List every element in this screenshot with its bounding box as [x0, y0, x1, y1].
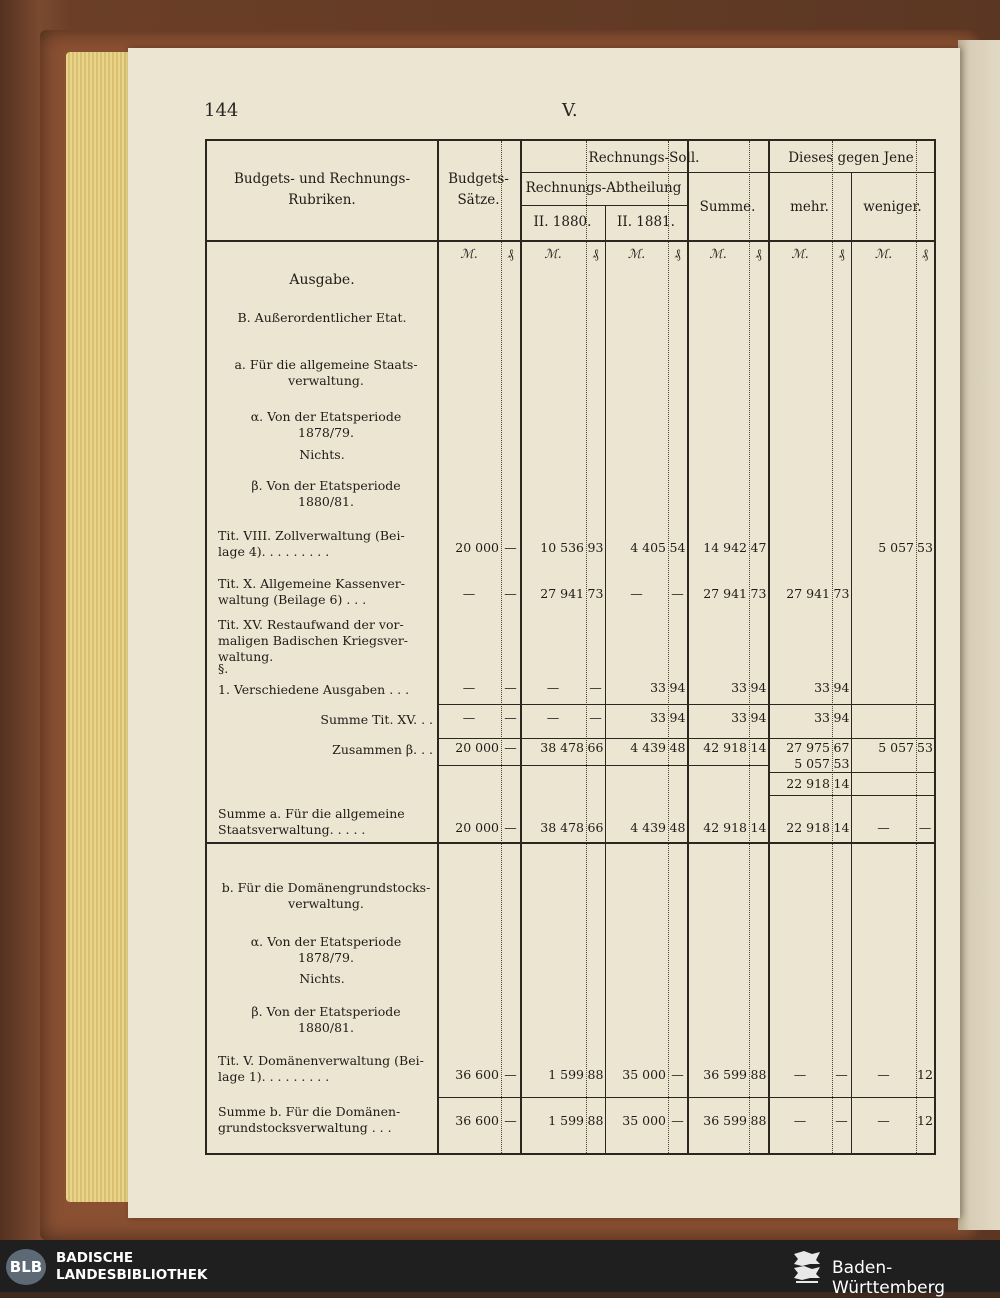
header-budget: Budgets- Sätze.: [448, 171, 509, 208]
cell-summe_a-budget-pf: —: [504, 820, 517, 835]
cell-p1-sum-pf: 94: [750, 680, 767, 695]
cell-summe_b-budget: 36 600: [455, 1113, 499, 1128]
cell-tit10-budget-pf: —: [504, 586, 517, 601]
cell-summe_a-a1881-pf: 48: [669, 820, 686, 835]
cell-zusammen-a1880: 38 478: [540, 740, 584, 755]
cell-summe_a-budget: 20 000: [455, 820, 499, 835]
column-line-11: [851, 172, 852, 1153]
cell-summe15-mehr: 33: [814, 710, 830, 725]
cell-tit10-sum: 27 941: [703, 586, 747, 601]
column-line-2: [501, 141, 502, 1153]
header-dieses: Dieses gegen Jene: [788, 150, 914, 166]
column-line-4: [586, 141, 587, 1153]
blb-logo[interactable]: BLB: [6, 1249, 46, 1285]
column-line-1: [437, 141, 439, 1153]
cell-summe_a-a1880-pf: 66: [587, 820, 604, 835]
cell-summe_a-weniger-pf: —: [918, 820, 932, 835]
cell-tit8-a1881-pf: 54: [669, 540, 686, 555]
cell-tit5-a1881-pf: —: [671, 1067, 684, 1082]
bw-name[interactable]: Baden-Württemberg: [832, 1258, 946, 1298]
cell-tit10-a1880: 27 941: [540, 586, 584, 601]
label-summe-a: Summe a. Für die allgemeine Staatsverwaltung. . . . .: [218, 806, 405, 837]
cell-p1-budget-pf: —: [504, 680, 517, 695]
label-summe15: Summe Tit. XV. . .: [320, 712, 433, 727]
unit-pf-6: ₰: [921, 246, 929, 261]
label-tit5: Tit. V. Domänenverwaltung (Bei- lage 1). . . . . . . . .: [218, 1053, 424, 1084]
column-line-9: [768, 141, 770, 1153]
cell-tit5-a1880: 1 599: [548, 1067, 584, 1082]
cell-p1-mehr: 33: [814, 680, 830, 695]
cell-summe_a-sum-pf: 14: [750, 820, 767, 835]
label-etat: B. Außerordentlicher Etat.: [237, 310, 407, 325]
cell-zusammen-mehr2-pf: 53: [833, 756, 850, 771]
row-line-1: [520, 172, 768, 173]
cell-tit8-a1880: 10 536: [540, 540, 584, 555]
cell-tit5-a1881: 35 000: [622, 1067, 666, 1082]
cell-summe_a-mehr-pf: 14: [833, 820, 850, 835]
cell-tit10-sum-pf: 73: [750, 586, 767, 601]
unit-pf-3: ₰: [674, 246, 681, 261]
cell-p1-a1880-pf: —: [589, 680, 602, 695]
blb-name[interactable]: BADISCHE LANDESBIBLIOTHEK: [56, 1250, 208, 1283]
column-line-5: [605, 205, 606, 1153]
cell-summe_b-sum-pf: 88: [750, 1113, 767, 1128]
cell-summe_b-budget-pf: —: [504, 1113, 517, 1128]
cell-summe15-a1880: —: [546, 710, 560, 725]
cell-tit8-budget: 20 000: [455, 540, 499, 555]
column-line-12: [916, 141, 917, 1153]
cell-summe_a-weniger: —: [877, 820, 890, 835]
label-alpha2: α. Von der Etatsperiode 1878/79.: [250, 934, 402, 965]
cell-tit5-sum: 36 599: [703, 1067, 747, 1082]
cell-zusammen-budget-pf: —: [504, 740, 517, 755]
label-nichts2: Nichts.: [299, 971, 345, 986]
cell-zusammen-weniger-pf: 53: [917, 740, 933, 755]
label-a: a. Für die allgemeine Staats- verwaltung.: [234, 357, 418, 388]
cell-tit5-a1880-pf: 88: [587, 1067, 604, 1082]
cell-zusammen-mehr: 27 975: [786, 740, 830, 755]
cell-tit10-a1880-pf: 73: [587, 586, 604, 601]
cell-summe_b-weniger-pf: 12: [917, 1113, 933, 1128]
cell-p1-a1881: 33: [650, 680, 666, 695]
column-line-10: [832, 141, 833, 1153]
cell-summe15-budget: —: [462, 710, 476, 725]
cell-tit8-a1880-pf: 93: [587, 540, 604, 555]
cell-summe15-budget-pf: —: [504, 710, 517, 725]
cell-zusammen-sum-pf: 14: [750, 740, 767, 755]
row-line-4: [207, 240, 934, 242]
cell-zusammen-budget: 20 000: [455, 740, 499, 755]
cell-tit8-weniger: 5 057: [878, 540, 914, 555]
cell-summe15-a1881: 33: [650, 710, 666, 725]
header-weniger: weniger.: [863, 199, 922, 215]
cell-tit10-a1881-pf: —: [671, 586, 684, 601]
cell-summe_b-a1881-pf: —: [671, 1113, 684, 1128]
unit-mark-5: ℳ.: [791, 246, 809, 261]
cell-zusammen-a1880-pf: 66: [587, 740, 604, 755]
label-p1: 1. Verschiedene Ausgaben . . .: [218, 682, 410, 697]
page-number: 144: [204, 100, 239, 121]
row-line-2: [520, 205, 687, 206]
cell-tit8-a1881: 4 405: [630, 540, 666, 555]
cell-tit5-sum-pf: 88: [750, 1067, 767, 1082]
label-ausgabe: Ausgabe.: [289, 272, 355, 288]
cell-summe_a-sum: 42 918: [703, 820, 747, 835]
bw-coat-of-arms-icon[interactable]: [790, 1248, 824, 1286]
cell-summe15-sum-pf: 94: [750, 710, 767, 725]
label-para: §.: [218, 661, 229, 676]
unit-mark-4: ℳ.: [709, 246, 727, 261]
cell-tit5-budget-pf: —: [504, 1067, 517, 1082]
cell-summe_b-a1880-pf: 88: [587, 1113, 604, 1128]
page-edges: [66, 52, 132, 1202]
cell-zusammen-sum: 42 918: [703, 740, 747, 755]
header-mehr: mehr.: [790, 199, 829, 215]
cell-tit8-weniger-pf: 53: [917, 540, 933, 555]
label-nichts1: Nichts.: [299, 447, 345, 462]
header-1880: II. 1880.: [533, 214, 592, 230]
cell-zusammen-mehr3: 22 918: [786, 776, 830, 791]
header-abtheilung: Rechnungs-Abtheilung: [525, 180, 682, 196]
cell-tit5-mehr-pf: —: [835, 1067, 848, 1082]
label-beta1: β. Von der Etatsperiode 1880/81.: [251, 478, 401, 509]
cell-tit5-weniger: —: [877, 1067, 890, 1082]
cell-p1-sum: 33: [731, 680, 747, 695]
row-line-8: [768, 772, 934, 773]
cell-summe_b-mehr: —: [793, 1113, 807, 1128]
row-line-5: [437, 704, 934, 705]
cell-zusammen-mehr-pf: 67: [833, 740, 850, 755]
row-line-9: [768, 795, 934, 796]
cell-summe15-a1881-pf: 94: [669, 710, 686, 725]
cell-tit8-budget-pf: —: [504, 540, 517, 555]
cell-zusammen-mehr3-pf: 14: [833, 776, 850, 791]
cell-tit8-sum: 14 942: [703, 540, 747, 555]
cell-tit10-budget: —: [462, 586, 476, 601]
cell-p1-budget: —: [462, 680, 476, 695]
column-line-6: [668, 141, 669, 1153]
column-line-7: [687, 141, 689, 1153]
cell-zusammen-mehr2: 5 057: [794, 756, 830, 771]
label-tit10: Tit. X. Allgemeine Kassenver- waltung (Beilage 6) . . .: [218, 576, 405, 607]
cell-tit5-budget: 36 600: [455, 1067, 499, 1082]
unit-pf-4: ₰: [755, 246, 762, 261]
cell-p1-a1880: —: [546, 680, 560, 695]
row-line-7: [437, 765, 768, 766]
unit-mark-3: ℳ.: [627, 246, 646, 261]
label-beta2: β. Von der Etatsperiode 1880/81.: [251, 1004, 401, 1035]
label-zusammen: Zusammen β. . .: [332, 742, 433, 757]
cell-summe_b-weniger: —: [877, 1113, 890, 1128]
cell-summe_b-a1880: 1 599: [548, 1113, 584, 1128]
cell-zusammen-a1881: 4 439: [630, 740, 666, 755]
row-line-10: [207, 842, 934, 844]
facing-page-edge: [958, 40, 1000, 1230]
cell-tit10-a1881: —: [630, 586, 643, 601]
cell-summe15-sum: 33: [731, 710, 747, 725]
cell-summe15-mehr-pf: 94: [833, 710, 850, 725]
cell-summe15-a1880-pf: —: [589, 710, 602, 725]
chapter-number: V.: [562, 100, 578, 121]
cell-tit5-weniger-pf: 12: [917, 1067, 933, 1082]
unit-mark-1: ℳ.: [460, 246, 478, 261]
cell-p1-mehr-pf: 94: [833, 680, 850, 695]
label-alpha1: α. Von der Etatsperiode 1878/79.: [250, 409, 402, 440]
label-b: b. Für die Domänengrundstocks- verwaltung.: [221, 880, 431, 911]
cell-summe_a-a1880: 38 478: [540, 820, 584, 835]
cell-tit10-mehr-pf: 73: [833, 586, 850, 601]
row-line-6: [437, 738, 934, 739]
unit-pf-2: ₰: [592, 246, 599, 261]
cell-p1-a1881-pf: 94: [669, 680, 686, 695]
label-tit8: Tit. VIII. Zollverwaltung (Bei- lage 4). . . . . . . . .: [218, 528, 405, 559]
row-line-3: [768, 172, 934, 173]
column-line-8: [749, 141, 750, 1153]
label-tit15: Tit. XV. Restaufwand der vor- maligen Badischen Kriegsver- waltung.: [218, 617, 409, 664]
header-1881: II. 1881.: [617, 214, 675, 230]
cell-summe_a-a1881: 4 439: [630, 820, 666, 835]
cell-zusammen-a1881-pf: 48: [669, 740, 686, 755]
cell-summe_a-mehr: 22 918: [786, 820, 830, 835]
label-summe-b: Summe b. Für die Domänen- grundstocksverwaltung . . .: [218, 1104, 401, 1135]
cell-tit5-mehr: —: [793, 1067, 807, 1082]
unit-mark-6: ℳ.: [874, 246, 893, 261]
cell-tit10-mehr: 27 941: [786, 586, 830, 601]
header-summe: Summe.: [699, 199, 756, 215]
cell-zusammen-weniger: 5 057: [878, 740, 914, 755]
cell-summe_b-mehr-pf: —: [835, 1113, 848, 1128]
cell-summe_b-sum: 36 599: [703, 1113, 747, 1128]
header-soll: Rechnungs-Soll.: [588, 150, 700, 166]
cell-summe_b-a1881: 35 000: [622, 1113, 666, 1128]
cell-tit8-sum-pf: 47: [750, 540, 767, 555]
unit-mark-2: ℳ.: [544, 246, 562, 261]
unit-pf-1: ₰: [507, 246, 514, 261]
header-rubriken: Budgets- und Rechnungs- Rubriken.: [233, 171, 411, 208]
row-line-11: [437, 1097, 934, 1098]
column-line-3: [520, 141, 522, 1153]
unit-pf-5: ₰: [838, 246, 845, 261]
